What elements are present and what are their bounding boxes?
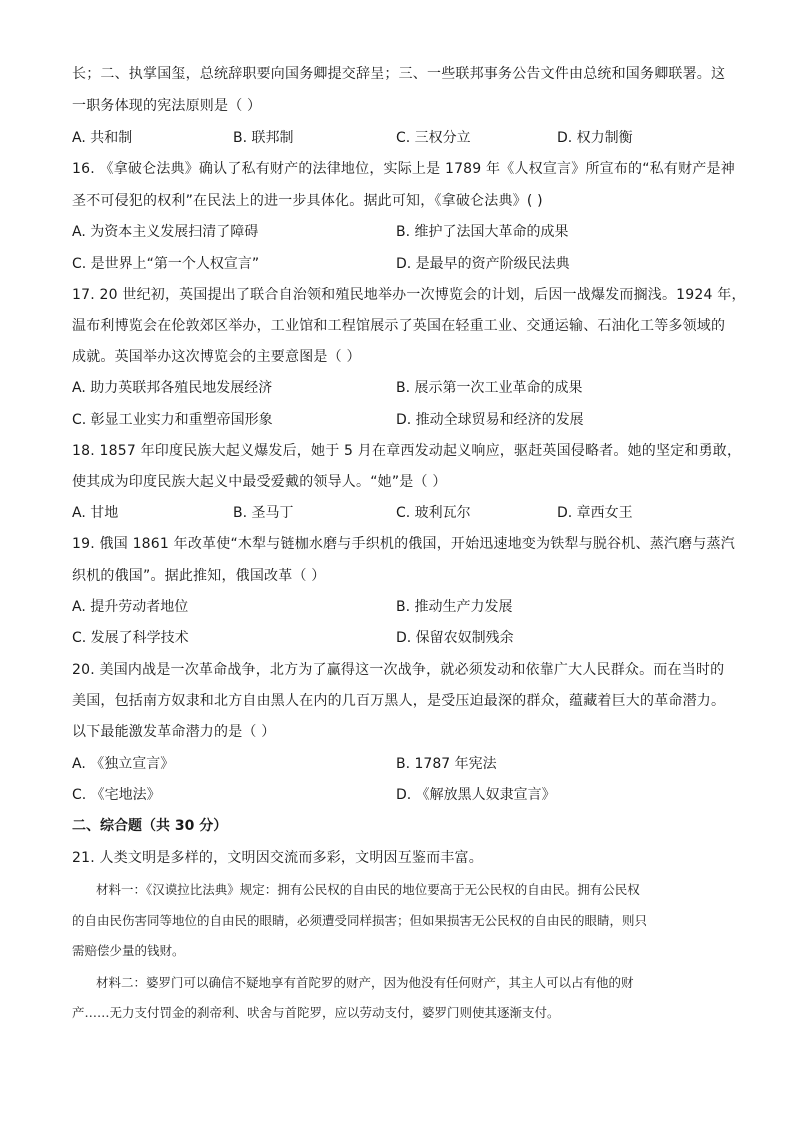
q17-stem-line-3: 成就。英国举办这次博览会的主要意图是（ ） [72, 349, 361, 365]
q16-stem-line-2: 圣不可侵犯的权利”在民法上的进一步具体化。据此可知，《拿破仑法典》( ) [72, 193, 543, 209]
q20-stem-line-2: 美国，包括南方奴隶和北方自由黑人在内的几百万黑人，是受压迫最深的群众，蕴藏着巨大的革命潜力。 [72, 693, 726, 709]
q20-stem-line-1: 20. 美国内战是一次革命战争，北方为了赢得这一次战争，就必须发动和依靠广大人民群众。而在当时的 [72, 662, 725, 678]
section-heading: 二、综合题（共 30 分） [72, 818, 228, 834]
q19-stem-line-2: 织机的俄国”。据此推知，俄国改革（ ） [72, 568, 326, 584]
q17-option-b: B. 展示第一次工业革命的成果 [396, 380, 583, 396]
q19-option-a: A. 提升劳动者地位 [72, 599, 189, 615]
q15-stem-line-2: 一职务体现的宪法原则是（ ） [72, 98, 262, 114]
q15-stem-line-1: 长；二、执掌国玺，总统辞职要向国务卿提交辞呈；三、一些联邦事务公告文件由总统和国务卿联署。这 [72, 66, 726, 82]
q15-option-a: A. 共和制 [72, 130, 133, 146]
q17-option-a: A. 助力英联邦各殖民地发展经济 [72, 380, 273, 396]
q20-option-c: C. 《宅地法》 [72, 787, 161, 803]
q16-option-d: D. 是最早的资产阶级民法典 [396, 256, 570, 272]
q18-option-d: D. 章西女王 [557, 505, 633, 521]
q18-option-b: B. 圣马丁 [233, 505, 294, 521]
q17-stem-line-1: 17. 20 世纪初，英国提出了联合自治领和殖民地举办一次博览会的计划，后因一战爆发而搁浅。1924 年， [72, 287, 746, 303]
q20-option-d: D. 《解放黑人奴隶宣言》 [396, 787, 556, 803]
q19-stem-line-1: 19. 俄国 1861 年改革使“木犁与链枷水磨与手织机的俄国，开始迅速地变为铁犁与脱谷机、蒸汽磨与蒸汽 [72, 536, 735, 552]
q16-stem-line-1: 16. 《拿破仑法典》确认了私有财产的法律地位，实际上是 1789 年《人权宣言》所宣布的“私有财产是神 [72, 161, 735, 177]
q18-stem-line-1: 18. 1857 年印度民族大起义爆发后，她于 5 月在章西发动起义响应，驱赶英国侵略者。她的坚定和勇敢， [72, 443, 742, 459]
q17-option-c: C. 彰显工业实力和重塑帝国形象 [72, 412, 273, 428]
q17-option-d: D. 推动全球贸易和经济的发展 [396, 412, 584, 428]
q15-option-c: C. 三权分立 [396, 130, 471, 146]
q21-material-1-line-2: 的自由民伤害同等地位的自由民的眼睛，必须遭受同样损害；但如果损害无公民权的自由民的眼睛，则只 [72, 913, 648, 928]
q19-option-d: D. 保留农奴制残余 [396, 630, 514, 646]
q19-option-c: C. 发展了科学技术 [72, 630, 189, 646]
q21-material-1-line-3: 需赔偿少量的钱财。 [72, 943, 185, 958]
q15-option-b: B. 联邦制 [233, 130, 294, 146]
q16-option-a: A. 为资本主义发展扫清了障碍 [72, 224, 259, 240]
q17-stem-line-2: 温布利博览会在伦敦郊区举办，工业馆和工程馆展示了英国在轻重工业、交通运输、石油化工等多领域的 [72, 318, 726, 334]
q21-material-2-line-1: 材料二：婆罗门可以确信不疑地享有首陀罗的财产，因为他没有任何财产，其主人可以占有他的财 [96, 975, 634, 990]
q21-material-2-line-2: 产……无力支付罚金的刹帝利、吠舍与首陀罗，应以劳动支付，婆罗门则使其逐渐支付。 [72, 1005, 560, 1020]
q18-stem-line-2: 使其成为印度民族大起义中最受爱戴的领导人。“她”是（ ） [72, 474, 447, 490]
q20-option-a: A. 《独立宣言》 [72, 756, 175, 772]
q16-option-b: B. 维护了法国大革命的成果 [396, 224, 569, 240]
q20-stem-line-3: 以下最能激发革命潜力的是（ ） [72, 724, 276, 740]
q15-option-d: D. 权力制衡 [557, 130, 633, 146]
q18-option-c: C. 玻利瓦尔 [396, 505, 471, 521]
q19-option-b: B. 推动生产力发展 [396, 599, 513, 615]
q16-option-c: C. 是世界上“第一个人权宣言” [72, 256, 260, 272]
q21-intro: 21. 人类文明是多样的，文明因交流而多彩，文明因互鉴而丰富。 [72, 850, 483, 866]
q20-option-b: B. 1787 年宪法 [396, 756, 497, 772]
q21-material-1-line-1: 材料一：《汉谟拉比法典》规定：拥有公民权的自由民的地位要高于无公民权的自由民。拥有公民权 [96, 882, 640, 897]
q18-option-a: A. 甘地 [72, 505, 119, 521]
